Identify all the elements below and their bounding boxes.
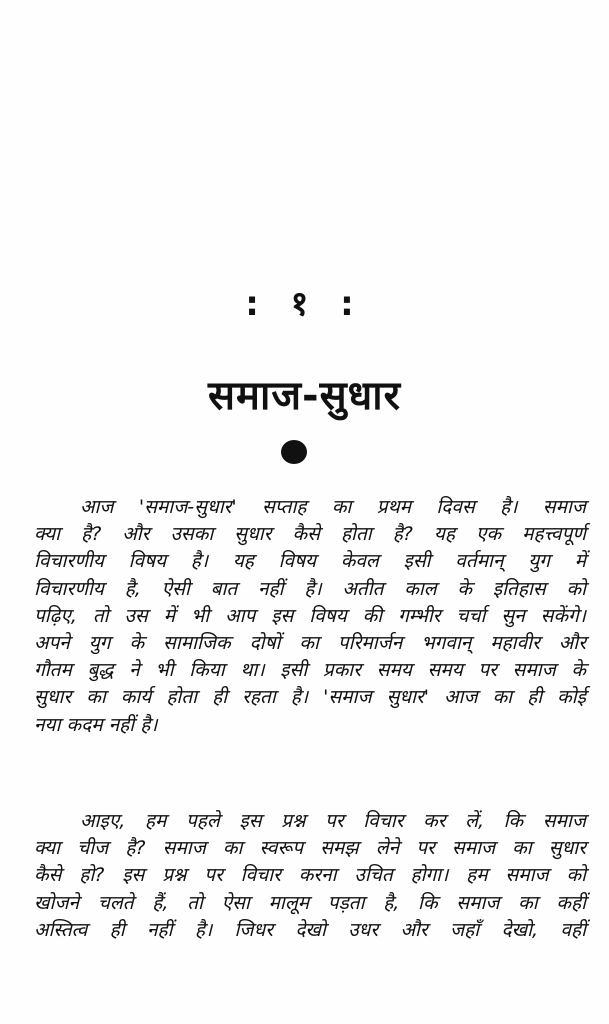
paragraph-line: क्या चीज है? समाज का स्वरूप समझ लेने पर समाज का सुधार (34, 837, 586, 860)
paragraph-line: सुधार का कार्य होता ही रहता है। 'समाज सुधार' आज का ही कोई (34, 686, 586, 709)
paragraph-line: अस्तित्व ही नहीं है। जिधर देखो उधर और जहाँ देखो, वहीं (34, 918, 586, 941)
paragraph-line: खोजने चलते हैं, तो ऐसा मालूम पड़ता है, कि समाज का कहीं (34, 891, 586, 914)
chapter-title: समाज-सुधार (208, 373, 401, 419)
paragraph-line: पढ़िए, तो उस में भी आप इस विषय की गम्भीर चर्चा सुन सकेंगे। (34, 604, 586, 627)
paragraph-line: क्या है? और उसका सुधार कैसे होता है? यह एक महत्त्वपूर्ण (34, 523, 586, 546)
chapter-number: : १ : (245, 284, 364, 324)
paragraph-line: कैसे हो? इस प्रश्न पर विचार करना उचित होगा। हम समाज को (34, 864, 586, 887)
paragraph-line: विचारणीय है, ऐसी बात नहीं है। अतीत काल के इतिहास को (34, 577, 586, 600)
paragraph-line: विचारणीय विषय है। यह विषय केवल इसी वर्तमान् युग में (34, 550, 586, 573)
paragraph-2 (34, 808, 586, 944)
paragraph-line: नया कदम नहीं है। (34, 713, 158, 736)
paragraph-line: गौतम बुद्ध ने भी किया था। इसी प्रकार समय समय पर समाज के (34, 659, 586, 682)
bullet-separator-icon (281, 440, 307, 464)
paragraph-line: आइए, हम पहले इस प्रश्न पर विचार कर लें, कि समाज (80, 810, 586, 832)
paragraph-1 (34, 494, 586, 739)
paragraph-line: अपने युग के सामाजिक दोषों का परिमार्जन भगवान् महावीर और (34, 631, 586, 654)
paragraph-line: आज 'समाज-सुधार' सप्ताह का प्रथम दिवस है। समाज (80, 496, 586, 518)
